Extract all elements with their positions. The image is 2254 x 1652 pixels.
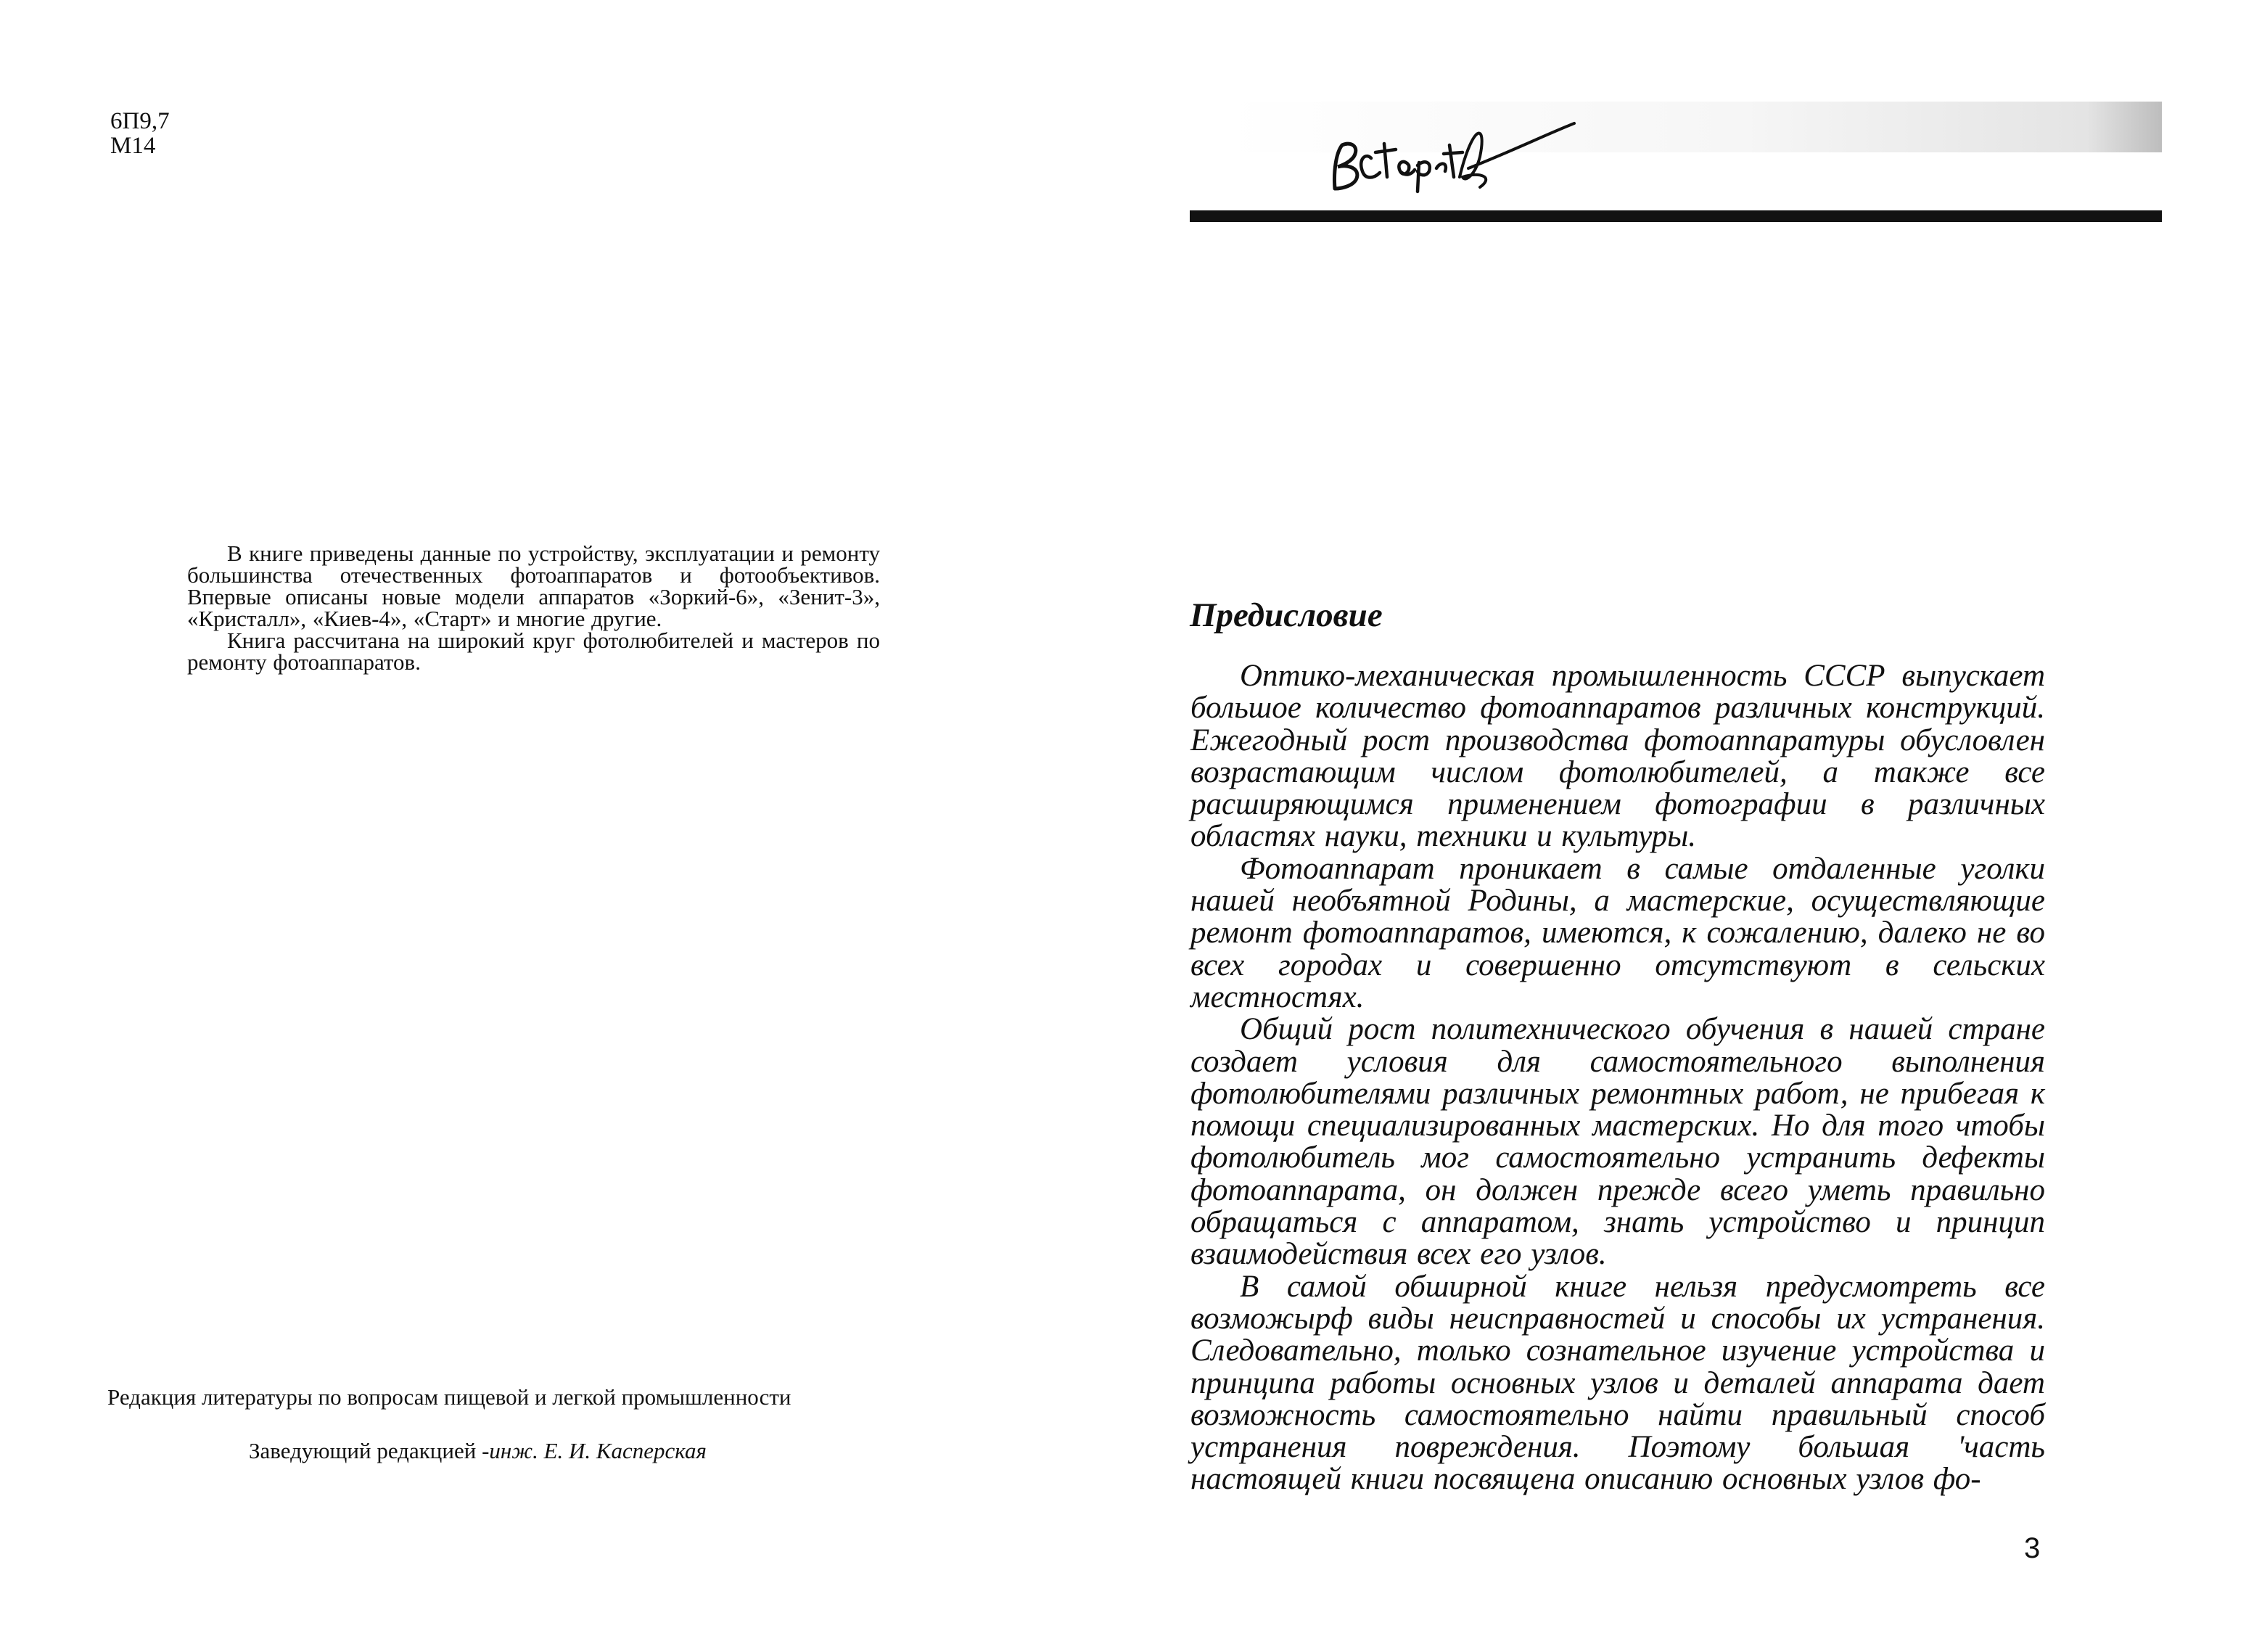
- chapter-title: Предисловие: [1190, 596, 1383, 634]
- annotation-paragraph: Книга рассчитана на широкий круг фотолюбителей и мастеров по ремонту фотоаппаратов.: [187, 628, 880, 675]
- page-number: 3: [2024, 1532, 2041, 1564]
- preface-paragraph: В самой обширной книге нельзя предусмотреть все возможырф виды неисправностей и способы их устранения. Следовательно, только сознательное изучение устройства и принципа работы основных узлов и деталей аппарата дает возможность самостоятельно найти правильный способ устранения повреждения. Поэтому большая 'часть настоящей книги посвящена описанию основных узлов фо-: [1190, 1269, 2045, 1497]
- editor-name: -инж. Е. И. Касперская: [482, 1438, 707, 1463]
- header-rule: [1190, 210, 2162, 222]
- book-annotation: [187, 543, 880, 673]
- publisher-note: Редакция литературы по вопросам пищевой и легкой промышленности: [107, 1384, 791, 1410]
- annotation-paragraph: В книге приведены данные по устройству, эксплуатации и ремонту большинства отечественных фотоаппаратов и фотообъективов. Впервые описаны новые модели аппаратов «Зоркий-6», «Зенит-3», «Кристалл», «Киев-4», «Старт» и многие другие.: [187, 541, 880, 631]
- preface-body: [1190, 660, 2045, 1496]
- preface-paragraph: Фотоаппарат проникает в самые отдаленные уголки нашей необъятной Родины, а мастерские, осуществляющие ремонт фотоаппаратов, имеются, к сожалению, далеко не во всех городах и совершенно отсутствуют в сельских местностях.: [1190, 851, 2045, 1014]
- editor-label: Заведующий редакцией: [249, 1438, 482, 1463]
- library-code-line: М14: [110, 133, 156, 159]
- library-code-line: 6П9,7: [110, 108, 170, 134]
- handwritten-signature: [1320, 102, 1581, 203]
- preface-paragraph: Общий рост политехнического обучения в нашей стране создает условия для самостоятельного выполнения фотолюбителями различных ремонтных работ, не прибегая к помощи специализированных мастерских. Но для того чтобы фотолюбитель мог самостоятельно устранить дефекты фотоаппарата, он должен прежде всего уметь правильно обращаться с аппаратом, знать устройство и принцип взаимодействия всех его узлов.: [1190, 1012, 2045, 1272]
- library-classification-code: [110, 109, 170, 158]
- editor-credit: [249, 1438, 707, 1464]
- preface-paragraph: Оптико-механическая промышленность СССР выпускает большое количество фотоаппаратов различных конструкций. Ежегодный рост производства фотоаппаратуры обусловлен возрастающим числом фотолюбителей, а также все расширяющимся применением фотографии в различных областях науки, техники и культуры.: [1190, 659, 2045, 854]
